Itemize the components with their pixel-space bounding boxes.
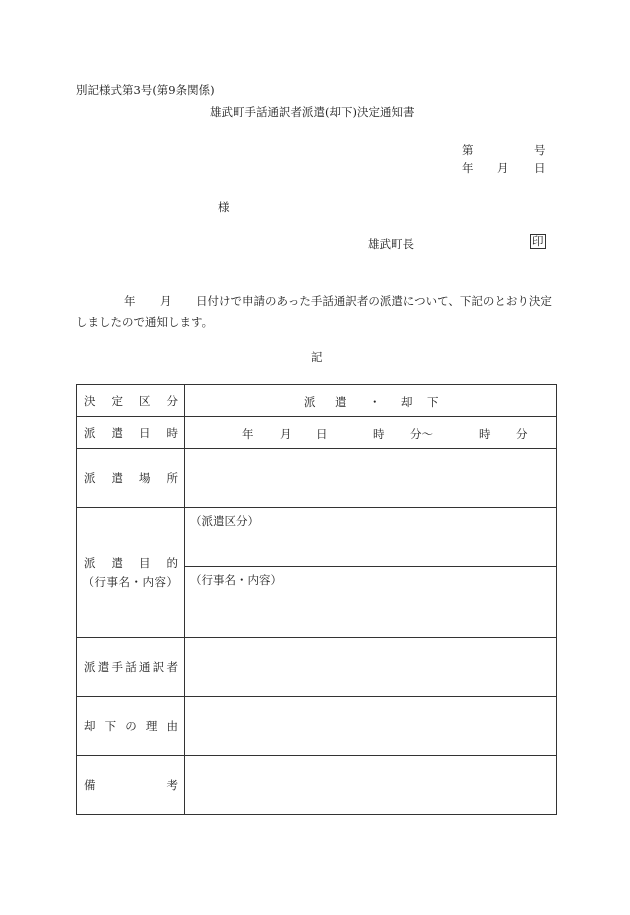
label-char: 理: [145, 719, 158, 733]
decision-label-cell: [77, 385, 185, 417]
label-char: 派: [84, 425, 96, 440]
label-char: 備: [84, 778, 96, 792]
seal-mark: 印: [532, 234, 544, 248]
unit-day: 日: [316, 426, 328, 441]
datetime-value-cell[interactable]: [185, 417, 557, 449]
label-char: 遣: [111, 556, 123, 570]
event-content-cell[interactable]: [185, 567, 557, 638]
body-year: 年: [124, 294, 136, 308]
row-interpreter: [77, 638, 557, 697]
unit-hour-end: 時: [479, 426, 491, 441]
row-datetime: [77, 417, 557, 449]
interpreter-label-cell: [77, 638, 185, 697]
label-char: 分: [166, 393, 178, 408]
row-reason: [77, 697, 557, 756]
label-char: 下: [104, 719, 117, 733]
option-reject-char: 却: [401, 394, 413, 409]
label-char: 時: [166, 425, 178, 440]
body-text-line2: しましたので通知します。: [76, 315, 214, 329]
label-char: 通: [139, 660, 151, 674]
label-char: 話: [125, 660, 137, 674]
dispatch-category-label: （派遣区分）: [190, 514, 259, 528]
unit-month: 月: [280, 426, 292, 441]
label-char: 遣: [111, 471, 123, 485]
label-char: 所: [166, 471, 178, 485]
event-content-label: （行事名・内容）: [190, 573, 282, 587]
label-char: 派: [84, 660, 96, 674]
option-separator: ・: [369, 394, 381, 409]
label-char: 派: [84, 556, 96, 570]
label-char: 区: [139, 393, 151, 408]
number-suffix: 号: [534, 143, 546, 157]
number-prefix: 第: [462, 143, 474, 157]
form-identifier: 別記様式第3号(第9条関係): [76, 83, 215, 97]
row-decision: [77, 385, 557, 417]
unit-year: 年: [242, 426, 254, 441]
purpose-label-paren: （行事名・内容）: [82, 575, 179, 589]
label-char: 派: [84, 471, 96, 485]
row-purpose-1: [77, 508, 557, 567]
label-char: の: [125, 719, 137, 733]
dispatch-category-cell[interactable]: [185, 508, 557, 567]
body-text-line1: 日付けで申請のあった手話通訳者の派遣について、下記のとおり決定: [196, 294, 552, 308]
unit-hour: 時: [373, 426, 385, 441]
row-remarks: [77, 756, 557, 815]
issuer-name: 雄武町長: [368, 237, 414, 251]
label-char: 遣: [97, 660, 110, 674]
label-char: 却: [84, 719, 96, 733]
body-month: 月: [160, 294, 172, 308]
datetime-label-cell: [77, 417, 185, 449]
label-char: 遣: [111, 425, 123, 440]
label-char: 日: [139, 425, 151, 440]
option-dispatch-char: 派: [304, 394, 316, 409]
remarks-value-cell[interactable]: [185, 756, 557, 815]
ki-heading: 記: [311, 350, 323, 364]
option-reject-char: 下: [427, 394, 439, 409]
label-char: 考: [166, 778, 178, 792]
label-char: 決: [84, 393, 96, 408]
purpose-label-cell: [77, 508, 185, 638]
date-year-label: 年: [462, 161, 474, 175]
date-day-label: 日: [534, 161, 546, 175]
place-value-cell[interactable]: [185, 449, 557, 508]
decision-value-cell[interactable]: [185, 385, 557, 417]
label-char: 場: [139, 471, 151, 485]
decision-table: [76, 384, 557, 815]
place-label-cell: [77, 449, 185, 508]
interpreter-value-cell[interactable]: [185, 638, 557, 697]
reason-value-cell[interactable]: [185, 697, 557, 756]
remarks-label-cell: [77, 756, 185, 815]
unit-minute-to: 分〜: [410, 426, 433, 441]
reason-label-cell: [77, 697, 185, 756]
label-char: 由: [166, 719, 178, 733]
date-month-label: 月: [497, 161, 509, 175]
label-char: 者: [166, 660, 178, 674]
document-title: 雄武町手話通訳者派遣(却下)決定通知書: [210, 105, 415, 119]
unit-minute-end: 分: [516, 426, 528, 441]
label-char: 的: [166, 556, 178, 570]
recipient-honorific: 様: [218, 200, 230, 214]
label-char: 目: [139, 556, 151, 570]
label-char: 定: [111, 393, 123, 408]
label-char: 訳: [152, 660, 165, 674]
row-place: [77, 449, 557, 508]
label-char: 手: [111, 660, 123, 674]
option-dispatch-char: 遣: [335, 394, 347, 409]
